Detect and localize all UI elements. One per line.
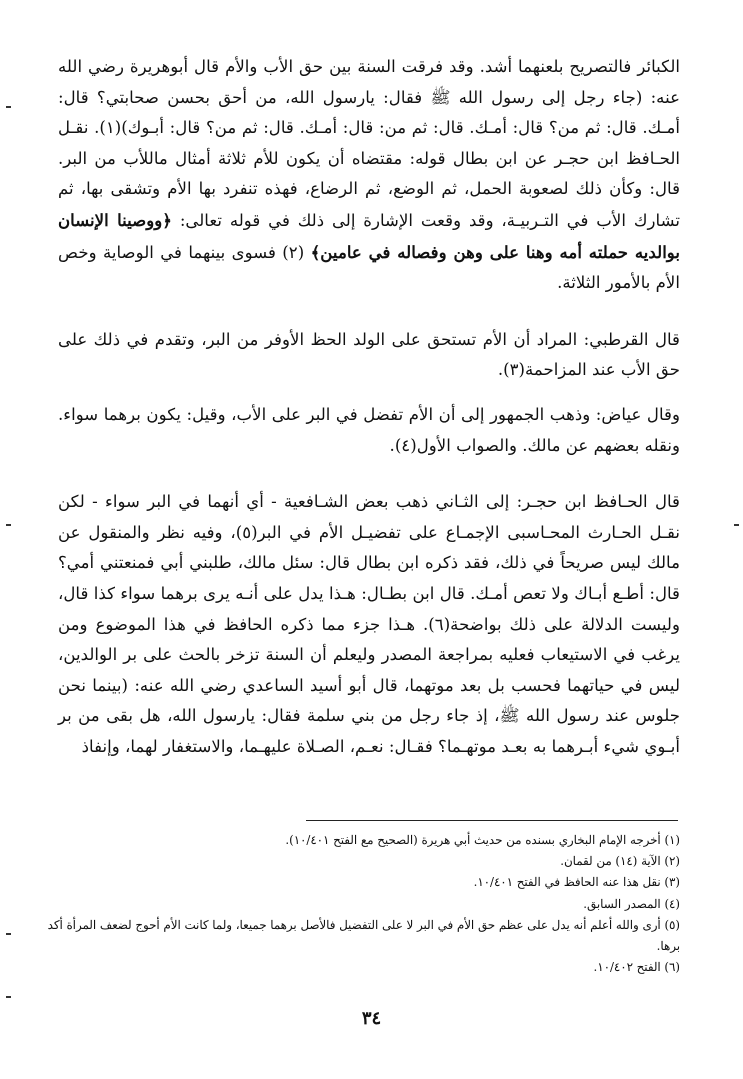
margin-mark [734,524,739,526]
quran-verse-tail: (٢) فسوى بينهما في الوصاية وخص الأم بالأمور الثلاثة. [58,242,680,293]
main-text [58,52,680,762]
paragraph-1 [58,52,680,299]
margin-mark [6,524,11,526]
footnote-2: (٢) الآية (١٤) من لقمان. [560,854,680,869]
paragraph-3: وقال عياض: وذهب الجمهور إلى أن الأم تفضل في البر على الأب، وقيل: يكون برهما سواء. ونقله بعضهم عن مالك. والصواب الأول(٤). [58,404,680,455]
footnote-4: (٤) المصدر السابق. [583,896,680,911]
margin-mark [6,996,11,998]
footnote-5: (٥) أرى والله أعلم أنه يدل على عظم حق الأم في البر لا على التفضيل فالأصل برهما جميعا، ولما كانت الأم أحوج لضعف المرأة أكد برها. [47,917,680,954]
paragraph-1-text: الكبائر فالتصريح بلعنهما أشد. وقد فرقت السنة بين حق الأب والأم قال أبوهريرة رضي الله عنه: (جاء رجل إلى رسول الله ﷺ فقال: يارسول الله، من أحق بحسن صحابتي؟ قال: أمـك. قال: ثم من؟ قال: أمـك. قال: ثم من: قال: أمـك. قال: ثم من؟ قال: أبـوك)(١). نقـل الحـافظ ابن حجـر عن ابن بطال قوله: مقتضاه أن يكون للأم ثلاثة أمثال ماللأب من البر. قال: وكأن ذلك لصعوبة الحمل، ثم الوضع، ثم الرضاع، فهذه تنفرد بها الأم وتشقى بها، ثم تشارك الأب في التـربيـة، وقد وقعت الإشارة إلى ذلك في قوله تعالى: [58,57,680,230]
margin-mark [6,106,11,108]
footnote-divider [306,820,678,821]
paragraph-2: قال القرطبي: المراد أن الأم تستحق على الولد الحظ الأوفر من البر، وتقدم في ذلك على حق الأب عند المزاحمة(٣). [58,329,680,380]
margin-mark [6,933,11,935]
page-number: ٣٤ [361,1008,382,1029]
quran-verse: ﴿ووصينا الإنسان بوالديه حملته أمه وهنا على وهن وفصاله في عامين﴾ [58,209,680,262]
paragraph-4: قال الحـافظ ابن حجـر: إلى الثـاني ذهب بعض الشـافعية - أي أنهما في البر سواء - لكن نقـل الحـارث المحـاسبى الإجمـاع على تفضيـل الأم في البر(٥)، وفيه نظر والمنقول عن مالك ليس صريحاً في ذلك، فقد ذكره ابن بطال قال: سئل مالك، طلبني أبي فمنعتني أمي؟ قال: أطـع أبـاك ولا تعص أمـك. قال ابن بطـال: هـذا يدل على أنـه يرى برهما سواء كذا قال، وليست الدلالة على ذلك بواضحة(٦). هـذا جزء مما ذكره الحافظ في هذا الموضوع ومن يرغب في الاستيعاب فعليه بمراجعة المصدر وليعلم أن السنة تزخر بالحث على بر الوالدين، ليس في حياتهما فحسب بل بعد موتهما، قال أبو أسيد الساعدي رضي الله عنه: (بينما نحن جلوس عند رسول الله ﷺ، إذ جاء رجل من بني سلمة فقال: يارسول الله، هل بقى من بر أبـوي شيء أبـرهما به بعـد موتهـما؟ فقـال: نعـم، الصـلاة عليهـما، والاستغفار لهما، وإنفاذ [58,492,680,756]
footnote-1: (١) أخرجه الإمام البخاري بسنده من حديث أبي هريرة (الصحيح مع الفتح ١٠/٤٠١). [285,833,680,847]
footnote-3: (٣) نقل هذا عنه الحافظ في الفتح ١٠/٤٠١. [473,875,680,890]
footnote-6: (٦) الفتح ١٠/٤٠٢. [593,960,680,975]
footnotes [40,830,680,978]
